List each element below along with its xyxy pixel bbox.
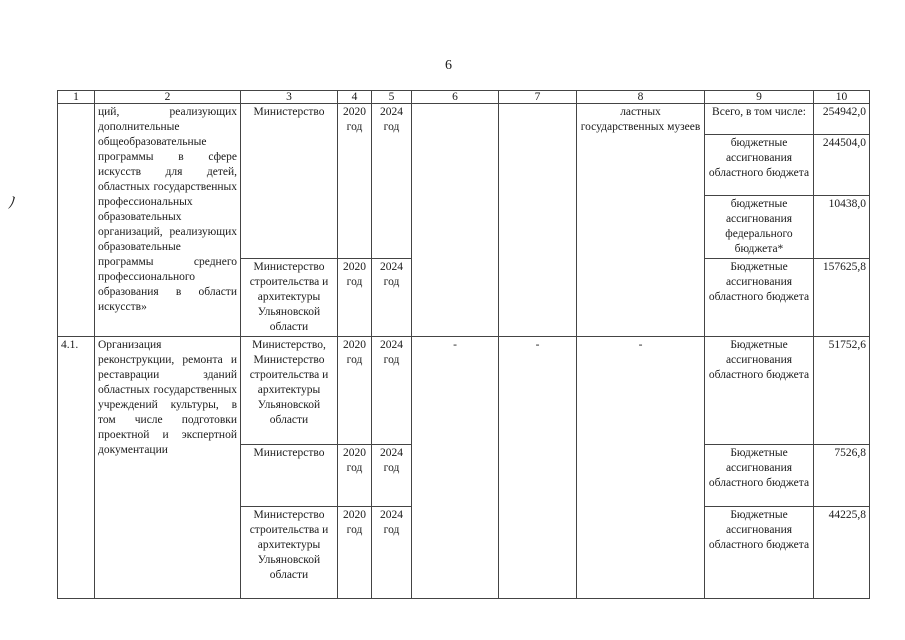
funding-source: бюджетные ассигнования областного бюджета <box>705 135 814 196</box>
col7-value: - <box>499 337 577 599</box>
funding-source: Бюджетные ассигнования областного бюджета <box>705 337 814 445</box>
margin-mark: ﾉ <box>8 195 17 212</box>
table-row <box>58 337 870 445</box>
col6-value: - <box>412 337 499 599</box>
col-header-9: 9 <box>705 91 814 104</box>
year-end: 2024 год <box>372 259 412 337</box>
col-header-1: 1 <box>58 91 95 104</box>
measure-description: Организация реконструкции, ремонта и реставрации зданий областных государственных учреждений культуры, в том числе подготовки проектной и экспертной документации <box>95 337 241 599</box>
col-header-3: 3 <box>241 91 338 104</box>
year-start: 2020 год <box>338 337 372 445</box>
year-start: 2020 год <box>338 259 372 337</box>
funding-source: Бюджетные ассигнования областного бюджета <box>705 259 814 337</box>
page-number: 6 <box>445 58 452 73</box>
col-header-10: 10 <box>814 91 870 104</box>
row-number <box>58 104 95 337</box>
funding-amount: 44225,8 <box>814 507 870 599</box>
funding-amount: 157625,8 <box>814 259 870 337</box>
funding-amount: 7526,8 <box>814 445 870 507</box>
program-table <box>57 90 870 599</box>
funding-amount: 254942,0 <box>814 104 870 135</box>
col7-value <box>499 104 577 337</box>
funding-amount: 10438,0 <box>814 196 870 259</box>
year-end: 2024 год <box>372 104 412 259</box>
col-header-7: 7 <box>499 91 577 104</box>
funding-source: бюджетные ассигнования федерального бюджета* <box>705 196 814 259</box>
col-header-2: 2 <box>95 91 241 104</box>
col-header-8: 8 <box>577 91 705 104</box>
measure-description: ций, реализующих дополнительные общеобразовательные программы в сфере искусств для детей, областных государственных профессиональных образовательных организаций, реализующих образовательные программы среднего профессионального образования в области искусств» <box>95 104 241 337</box>
column-header-row <box>58 91 870 104</box>
year-start: 2020 год <box>338 445 372 507</box>
executor: Министерство <box>241 445 338 507</box>
col6-value <box>412 104 499 337</box>
col-header-6: 6 <box>412 91 499 104</box>
executor: Министерство строительства и архитектуры Ульяновской области <box>241 507 338 599</box>
target-indicator: ластных государственных музеев <box>577 104 705 337</box>
col-header-4: 4 <box>338 91 372 104</box>
executor: Министерство, Министерство строительства и архитектуры Ульяновской области <box>241 337 338 445</box>
row-number: 4.1. <box>58 337 95 599</box>
executor: Министерство <box>241 104 338 259</box>
year-start: 2020 год <box>338 507 372 599</box>
year-end: 2024 год <box>372 337 412 445</box>
table-row <box>58 104 870 135</box>
year-end: 2024 год <box>372 445 412 507</box>
funding-amount: 244504,0 <box>814 135 870 196</box>
year-end: 2024 год <box>372 507 412 599</box>
year-start: 2020 год <box>338 104 372 259</box>
col-header-5: 5 <box>372 91 412 104</box>
target-indicator: - <box>577 337 705 599</box>
funding-amount: 51752,6 <box>814 337 870 445</box>
funding-source: Бюджетные ассигнования областного бюджета <box>705 445 814 507</box>
funding-source: Всего, в том числе: <box>705 104 814 135</box>
funding-source: Бюджетные ассигнования областного бюджета <box>705 507 814 599</box>
executor: Министерство строительства и архитектуры Ульяновской области <box>241 259 338 337</box>
